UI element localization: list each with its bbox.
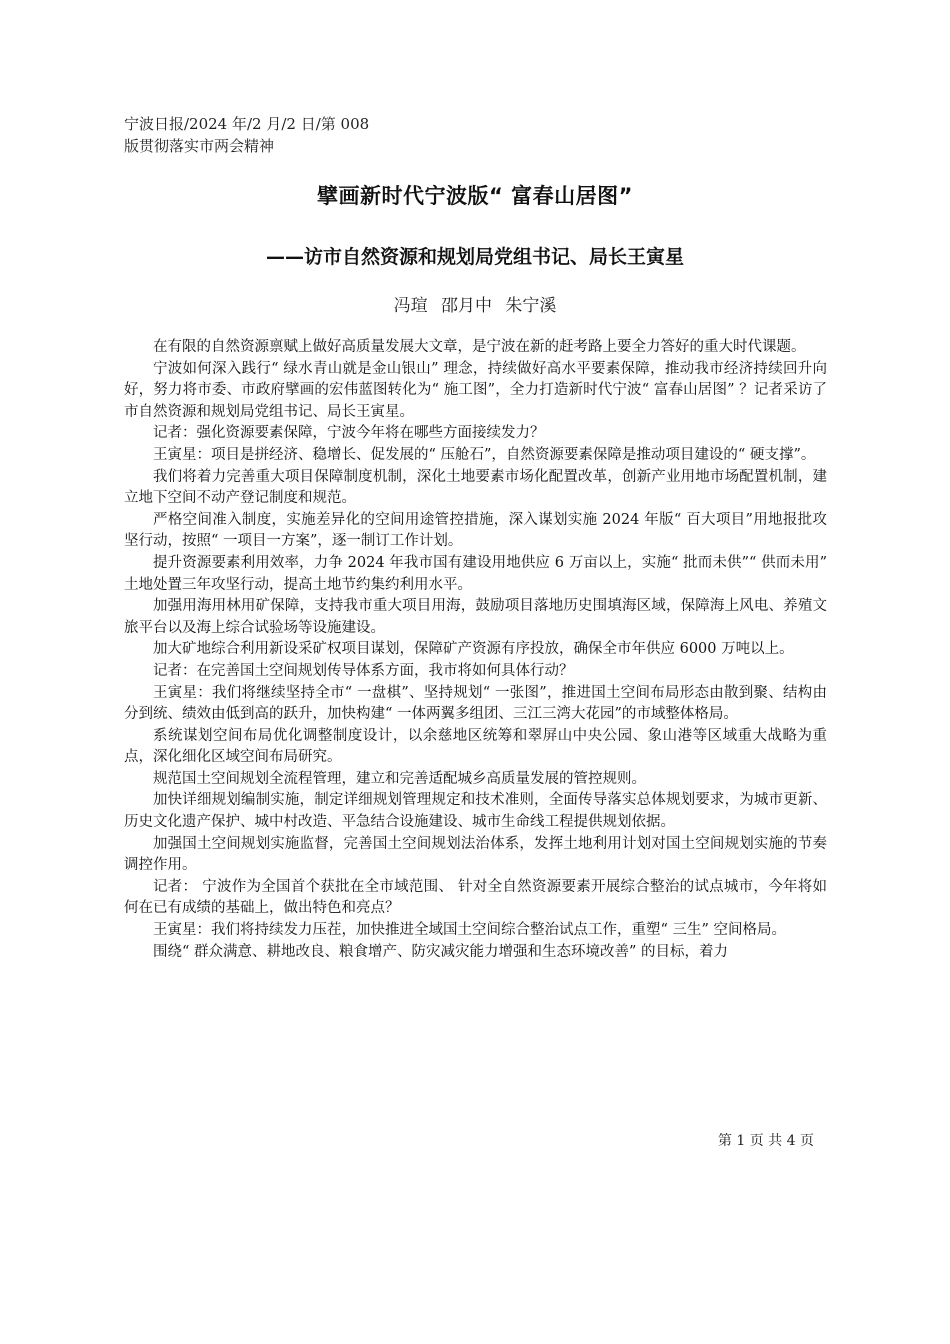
paragraph: 加快详细规划编制实施，制定详细规划管理规定和技术准则，全面传导落实总体规划要求，为城市更新、历史文化遗产保护、城中村改造、平急结合设施建设、城市生命线工程提供规划依据。: [124, 792, 827, 831]
paragraph: 在有限的自然资源禀赋上做好高质量发展大文章，是宁波在新的赶考路上要全力答好的重大时代课题。: [153, 339, 806, 355]
article-authors: 冯瑄 邵月中 朱宁溪: [393, 296, 557, 316]
paragraph: 宁波如何深入践行“ 绿水青山就是金山银山” 理念，持续做好高水平要素保障，推动我市经济持续回升向好，努力将市委、市政府擘画的宏伟蓝图转化为“ 施工图”，全力打造新时代宁波“ 富春山居图” ？记者采访了市自然资源和规划局党组书记、局长王寅星。: [124, 360, 827, 420]
article-meta: [124, 113, 369, 157]
paragraph: 加大矿地综合利用新设采矿权项目谋划，保障矿产资源有序投放，确保全市年供应 6000 万吨以上。: [153, 641, 794, 658]
source-line: 宁波日报/2024 年/2 月/2 日/第 008: [124, 115, 370, 133]
article-title: 擘画新时代宁波版“ 富春山居图”: [317, 184, 633, 208]
article-subtitle: ——访市自然资源和规划局党组书记、局长王寅星: [265, 246, 684, 268]
paragraph: 王寅星：我们将持续发力压茬，加快推进全域国土空间综合整治试点工作，重塑“ 三生” 空间格局。: [153, 922, 787, 939]
paragraph: 规范国土空间规划全流程管理，建立和完善适配城乡高质量发展的管控规则。: [153, 770, 646, 787]
paragraph: 我们将着力完善重大项目保障制度机制，深化土地要素市场化配置改革，创新产业用地市场配置机制，建立地下空间不动产登记制度和规范。: [124, 468, 827, 507]
paragraph: 加强国土空间规划实施监督，完善国土空间规划法治体系，发挥土地利用计划对国土空间规划实施的节奏调控作用。: [124, 835, 827, 874]
paragraph: 记者：强化资源要素保障，宁波今年将在哪些方面接续发力？: [153, 425, 545, 442]
paragraph: 王寅星：我们将继续坚持全市“ 一盘棋”、坚持规划“ 一张图”，推进国土空间布局形态由散到聚、结构由分到统、绩效由低到高的跃升，加快构建“ 一体两翼多组团、三江三湾大花园”的市域整体格局。: [124, 684, 827, 723]
paragraph: 记者： 宁波作为全国首个获批在全市域范围、 针对全自然资源要素开展综合整治的试点城市，今年将如何在已有成绩的基础上，做出特色和亮点？: [124, 878, 827, 917]
paragraph: 提升资源要素利用效率，力争 2024 年我市国有建设用地供应 6 万亩以上，实施“ 批而未供”“ 供而未用” 土地处置三年攻坚行动，提高土地节约集约利用水平。: [124, 554, 827, 593]
paragraph: 王寅星：项目是拼经济、稳增长、促发展的“ 压舱石”，自然资源要素保障是推动项目建设的“ 硬支撑”。: [153, 446, 816, 463]
paragraph: 严格空间准入制度，实施差异化的空间用途管控措施，深入谋划实施 2024 年版“ 百大项目”用地报批攻坚行动，按照“ 一项目一方案”，逐一制订工作计划。: [124, 511, 827, 550]
column-name: 版贯彻落实市两会精神: [124, 137, 275, 155]
paragraph: 系统谋划空间布局优化调整制度设计，以余慈地区统筹和翠屏山中央公园、象山港等区域重大战略为重点，深化细化区域空间布局研究。: [124, 727, 827, 766]
paragraph: 加强用海用林用矿保障，支持我市重大项目用海，鼓励项目落地历史围填海区域，保障海上风电、养殖文旅平台以及海上综合试验场等设施建设。: [124, 598, 827, 636]
paragraph: 围绕“ 群众满意、耕地改良、粮食增产、防灾减灾能力增强和生态环境改善” 的目标，着力: [153, 943, 729, 960]
article-body: [124, 337, 827, 963]
page-number: 第 1 页 共 4 页: [717, 1133, 814, 1149]
paragraph: 记者：在完善国土空间规划传导体系方面，我市将如何具体行动？: [153, 662, 574, 679]
